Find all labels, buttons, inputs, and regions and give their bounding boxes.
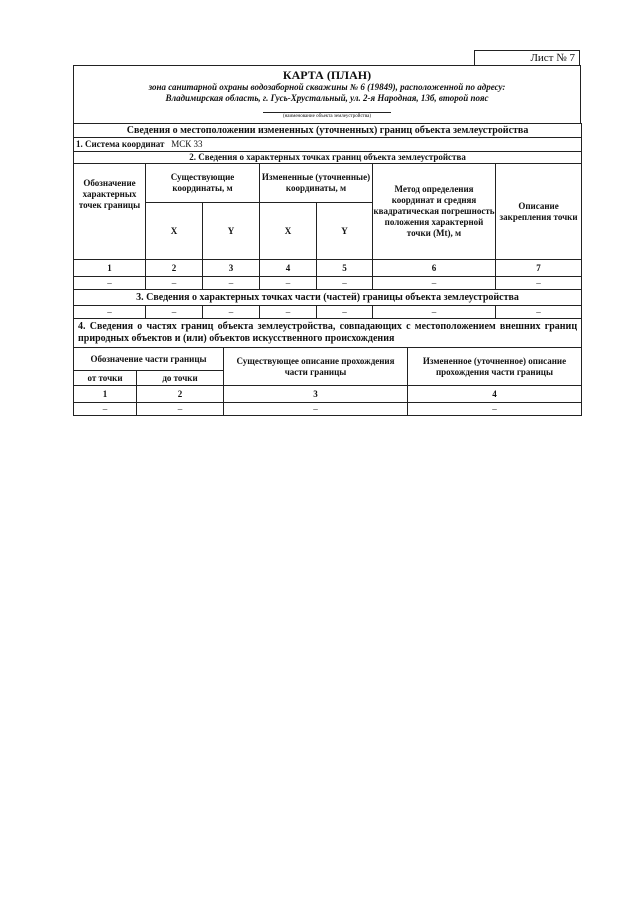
col-changed-desc-header: Измененное (уточненное) описание прохождения части границы	[408, 348, 582, 386]
table-cell: –	[74, 306, 146, 319]
object-caption: (наименование объекта землеустройства)	[263, 112, 391, 120]
col-number: 1	[74, 386, 137, 403]
col-number: 2	[146, 260, 203, 277]
section3-title: 3. Сведения о характерных точках части (частей) границы объекта землеустройства	[74, 290, 582, 306]
table-cell: –	[74, 277, 146, 290]
table-cell: –	[146, 306, 203, 319]
col-to-point: до точки	[137, 371, 224, 386]
col-number: 4	[408, 386, 582, 403]
col-x-changed: X	[260, 203, 317, 260]
table-cell: –	[146, 277, 203, 290]
col-x-existing: X	[146, 203, 203, 260]
col-from-point: от точки	[74, 371, 137, 386]
section4-title: 4. Сведения о частях границ объекта землеустройства, совпадающих с местоположением внешних границ природных объектов и (или) объектов искусственного происхождения	[74, 319, 582, 348]
col-number: 2	[137, 386, 224, 403]
document-form	[73, 65, 581, 416]
section2-title: 2. Сведения о характерных точках границ объекта землеустройства	[74, 152, 582, 164]
col-method-header: Метод определения координат и средняя квадратическая погрешность положения характерной точки (Mt), м	[373, 164, 496, 260]
object-description: зона санитарной охраны водозаборной скважины № 6 (19849), расположенной по адресу:	[148, 82, 506, 92]
col-y-existing: Y	[203, 203, 260, 260]
table-cell: –	[203, 277, 260, 290]
col-number: 4	[260, 260, 317, 277]
col-changed-header: Измененные (уточненные) координаты, м	[260, 164, 373, 203]
coord-system-row	[74, 138, 582, 152]
coord-system-label: 1. Система координат	[76, 139, 165, 149]
table-cell: –	[496, 277, 582, 290]
table-cell: –	[317, 277, 373, 290]
col-existing-desc-header: Существующее описание прохождения части границы	[224, 348, 408, 386]
sheet-number: Лист № 7	[474, 50, 580, 65]
col-number: 3	[224, 386, 408, 403]
col-y-changed: Y	[317, 203, 373, 260]
object-address: Владимирская область, г. Гусь-Хрустальный, ул. 2-я Народная, 13б, второй пояс	[165, 93, 489, 103]
table-cell: –	[317, 306, 373, 319]
main-table	[73, 123, 582, 348]
table-cell: –	[373, 306, 496, 319]
col-number: 1	[74, 260, 146, 277]
col-number: 5	[317, 260, 373, 277]
table-cell: –	[224, 403, 408, 416]
col-point-header: Обозначение характерных точек границы	[74, 164, 146, 260]
col-existing-header: Существующие координаты, м	[146, 164, 260, 203]
col-number: 6	[373, 260, 496, 277]
table-cell: –	[373, 277, 496, 290]
coord-system-value: МСК 33	[171, 139, 203, 149]
page-title: КАРТА (ПЛАН)	[282, 68, 372, 82]
table-cell: –	[137, 403, 224, 416]
table-cell: –	[74, 403, 137, 416]
col-part-header: Обозначение части границы	[74, 348, 224, 371]
table-cell: –	[496, 306, 582, 319]
title-block	[73, 65, 581, 123]
col-number: 3	[203, 260, 260, 277]
section-main-title: Сведения о местоположении измененных (уточненных) границ объекта землеустройства	[74, 124, 582, 138]
table-cell: –	[260, 277, 317, 290]
table-cell: –	[203, 306, 260, 319]
col-number: 7	[496, 260, 582, 277]
table-cell: –	[260, 306, 317, 319]
col-description-header: Описание закрепления точки	[496, 164, 582, 260]
parts-table	[73, 348, 582, 416]
table-cell: –	[408, 403, 582, 416]
